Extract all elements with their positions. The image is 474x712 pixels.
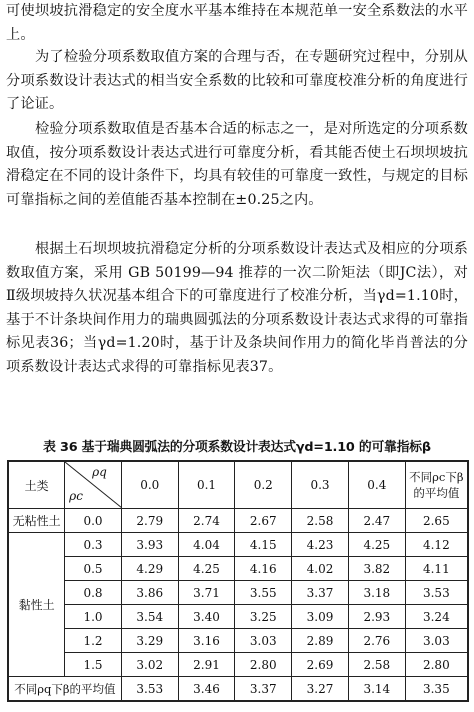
rho-c-cell: 1.5 — [65, 653, 122, 677]
rho-c-cell: 0.8 — [65, 581, 122, 605]
value-cell: 2.89 — [292, 629, 349, 653]
header-col-1: 0.1 — [178, 461, 235, 509]
value-cell: 3.55 — [235, 581, 292, 605]
value-cell: 2.74 — [178, 509, 235, 533]
value-cell: 4.04 — [178, 533, 235, 557]
avg-cell: 4.11 — [405, 557, 468, 581]
paragraph-3: 检验分项系数取值是否基本合适的标志之一，是对所选定的分项系数取值，按分项系数设计表达式进行可靠度分析，看其能否使土石坝坝坡抗滑稳定在不同的设计条件下，均具有较佳的可靠度一致性，与规定的目标可靠指标之间的差值能否基本控制在±0.25之内。 — [6, 121, 468, 208]
header-rho-c: ρc — [69, 489, 83, 503]
value-cell: 3.54 — [121, 605, 178, 629]
value-cell: 3.09 — [292, 605, 349, 629]
reliability-table — [7, 460, 469, 702]
header-col-4: 0.4 — [348, 461, 405, 509]
rho-c-cell: 0.0 — [65, 509, 122, 533]
avg-cell: 2.80 — [405, 653, 468, 677]
soil-cell: 黏性土 — [8, 533, 65, 677]
table-row — [8, 605, 468, 629]
value-cell: 2.58 — [348, 653, 405, 677]
footer-value: 3.46 — [178, 677, 235, 702]
footer-value: 3.53 — [121, 677, 178, 702]
avg-cell: 3.03 — [405, 629, 468, 653]
value-cell: 4.23 — [292, 533, 349, 557]
value-cell: 2.80 — [235, 653, 292, 677]
value-cell: 3.18 — [348, 581, 405, 605]
table-caption: 表 36 基于瑞典圆弧法的分项系数设计表达式γd=1.10 的可靠指标β — [43, 440, 431, 455]
value-cell: 2.91 — [178, 653, 235, 677]
avg-cell: 3.53 — [405, 581, 468, 605]
value-cell: 3.71 — [178, 581, 235, 605]
avg-cell: 4.12 — [405, 533, 468, 557]
table-row — [8, 509, 468, 533]
header-avg: 不同ρc下β的平均值 — [405, 461, 468, 509]
rho-c-cell: 0.3 — [65, 533, 122, 557]
table-row — [8, 653, 468, 677]
value-cell: 4.25 — [178, 557, 235, 581]
value-cell: 4.15 — [235, 533, 292, 557]
avg-cell: 2.65 — [405, 509, 468, 533]
header-rho-q: ρq — [92, 465, 107, 479]
footer-avg: 3.35 — [405, 677, 468, 702]
rho-c-cell: 1.0 — [65, 605, 122, 629]
table-footer-row — [8, 677, 468, 702]
value-cell: 3.93 — [121, 533, 178, 557]
value-cell: 3.82 — [348, 557, 405, 581]
value-cell: 2.47 — [348, 509, 405, 533]
value-cell: 4.29 — [121, 557, 178, 581]
value-cell: 2.58 — [292, 509, 349, 533]
paragraph-2: 为了检验分项系数取值方案的合理与否，在专题研究过程中，分别从分项系数设计表达式的相当安全系数的比较和可靠度校准分析的角度进行了论证。 — [6, 49, 468, 112]
value-cell: 3.40 — [178, 605, 235, 629]
value-cell: 2.69 — [292, 653, 349, 677]
value-cell: 3.86 — [121, 581, 178, 605]
table-row — [8, 629, 468, 653]
value-cell: 2.93 — [348, 605, 405, 629]
rho-c-cell: 1.2 — [65, 629, 122, 653]
header-col-2: 0.2 — [235, 461, 292, 509]
value-cell: 3.02 — [121, 653, 178, 677]
table-header-row — [8, 461, 468, 509]
value-cell: 2.79 — [121, 509, 178, 533]
value-cell: 3.16 — [178, 629, 235, 653]
header-diagonal-cell — [65, 461, 122, 509]
paragraph-1: 可使坝坡抗滑稳定的安全度水平基本维持在本规范单一安全系数法的水平上。 — [6, 3, 468, 43]
rho-c-cell: 0.5 — [65, 557, 122, 581]
value-cell: 3.37 — [292, 581, 349, 605]
footer-label: 不同ρq下β的平均值 — [8, 677, 121, 702]
footer-value: 3.14 — [348, 677, 405, 702]
value-cell: 3.03 — [235, 629, 292, 653]
header-col-0: 0.0 — [121, 461, 178, 509]
avg-cell: 3.24 — [405, 605, 468, 629]
value-cell: 4.16 — [235, 557, 292, 581]
value-cell: 3.25 — [235, 605, 292, 629]
footer-value: 3.27 — [292, 677, 349, 702]
soil-cell: 无粘性土 — [8, 509, 65, 533]
table-row — [8, 533, 468, 557]
header-soil: 土类 — [8, 461, 65, 509]
paragraph-4: 根据土石坝坝坡抗滑稳定分析的分项系数设计表达式及相应的分项系数取值方案，采用 GB 50199—94 推荐的一次二阶矩法（即JC法），对Ⅱ级坝坡持久状况基本组合下的可靠度进行了校准分析，当γd=1.10时，基于不计条块间作用力的瑞典圆弧法的分项系数设计表达式求得的可靠指标见表36；当γd=1.20时，基于计及条块间作用力的简化毕肖普法的分项系数设计表达式求得的可靠指标见表37。 — [6, 241, 468, 375]
header-col-3: 0.3 — [292, 461, 349, 509]
value-cell: 3.29 — [121, 629, 178, 653]
value-cell: 2.67 — [235, 509, 292, 533]
footer-value: 3.37 — [235, 677, 292, 702]
table-row — [8, 581, 468, 605]
value-cell: 4.02 — [292, 557, 349, 581]
table-row — [8, 557, 468, 581]
value-cell: 2.76 — [348, 629, 405, 653]
value-cell: 4.25 — [348, 533, 405, 557]
